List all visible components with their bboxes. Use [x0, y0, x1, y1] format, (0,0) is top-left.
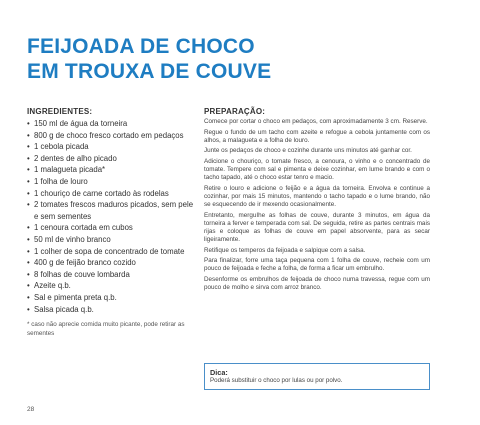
- preparation-step: Desenforme os embrulhos de feijoada de choco numa travessa, regue com um pouco de molho e sirva com arroz branco.: [204, 275, 430, 292]
- preparation-step: Retire o louro e adicione o feijão e a água da torneira. Envolva e continue a cozinhar, por mais 15 minutos, mantendo o tacho tapado e o lume brando, não se esquecendo de ir mexendo ocasionalmente.: [204, 184, 430, 209]
- preparation-step: Entretanto, merguIhe as folhas de couve, durante 3 minutos, em água da torneira a ferver e temperada com sal. De seguida, retire as partes centrais mais rijas e coloque as folhas de couve em papel absorvente, para as secar ligeiramente.: [204, 211, 430, 244]
- ingredient-item: • 2 tomates frescos maduros picados, sem pele e sem sementes: [27, 199, 197, 222]
- ingredient-item: • 1 folha de louro: [27, 176, 197, 188]
- ingredient-item: • Salsa picada q.b.: [27, 304, 197, 316]
- ingredient-item: • 2 dentes de alho picado: [27, 153, 197, 165]
- ingredient-item: • 1 cenoura cortada em cubos: [27, 222, 197, 234]
- ingredient-item: • 800 g de choco fresco cortado em pedaços: [27, 130, 197, 142]
- ingredient-item: • Azeite q.b.: [27, 280, 197, 292]
- preparation-section: [204, 107, 430, 295]
- ingredient-item: • Sal e pimenta preta q.b.: [27, 292, 197, 304]
- ingredient-item: • 1 malagueta picada*: [27, 164, 197, 176]
- preparation-step: Junte os pedaços de choco e cozinhe durante uns minutos até ganhar cor.: [204, 147, 412, 155]
- ingredients-heading: INGREDIENTES:: [27, 107, 93, 116]
- ingredients-section: [27, 107, 197, 338]
- preparation-step: Para finalizar, forre uma taça pequena com 1 folha de couve, recheie com um pouco de feijoada e feche a folha, de forma a ficar um embrulho.: [204, 257, 430, 273]
- title-line-1: FEIJOADA DE CHOCO: [27, 35, 255, 58]
- ingredient-item: • 8 folhas de couve lombarda: [27, 269, 197, 281]
- ingredients-footnote: * caso não aprecie comida muito picante, pode retirar as sementes: [27, 321, 185, 337]
- ingredient-item: • 1 chouriço de carne cortado às rodelas: [27, 188, 197, 200]
- page-title: [27, 34, 447, 84]
- tip-box: [204, 363, 430, 390]
- ingredient-item: • 150 ml de água da torneira: [27, 118, 197, 130]
- ingredient-item: • 50 ml de vinho branco: [27, 234, 197, 246]
- tip-label: Dica:: [210, 368, 228, 377]
- preparation-step: Comece por cortar o choco em pedaços, com aproximadamente 3 cm. Reserve.: [204, 118, 428, 125]
- preparation-step: Retifique os temperos da feijoada e salpique com a salsa.: [204, 246, 366, 254]
- preparation-heading: PREPARAÇÃO:: [204, 107, 266, 116]
- title-line-2: EM TROUXA DE COUVE: [27, 60, 272, 83]
- preparation-step: Adicione o chouriço, o tomate fresco, a cenoura, o vinho e o concentrado de tomate. Tempere com sal e pimenta e deixe cozinhar, em lume brando e com o tacho tapado, até o choco estar tenro e macio.: [204, 157, 430, 182]
- preparation-step: Regue o fundo de um tacho com azeite e refogue a cebola juntamente com os alhos, a malagueta e a folha de louro.: [204, 128, 430, 144]
- ingredients-list: [27, 118, 197, 315]
- tip-text: Poderá substituir o choco por lulas ou por polvo.: [210, 377, 343, 384]
- ingredient-item: • 400 g de feijão branco cozido: [27, 257, 197, 269]
- ingredient-item: • 1 colher de sopa de concentrado de tomate: [27, 246, 197, 258]
- page-number: 28: [27, 406, 35, 413]
- ingredient-item: • 1 cebola picada: [27, 141, 197, 153]
